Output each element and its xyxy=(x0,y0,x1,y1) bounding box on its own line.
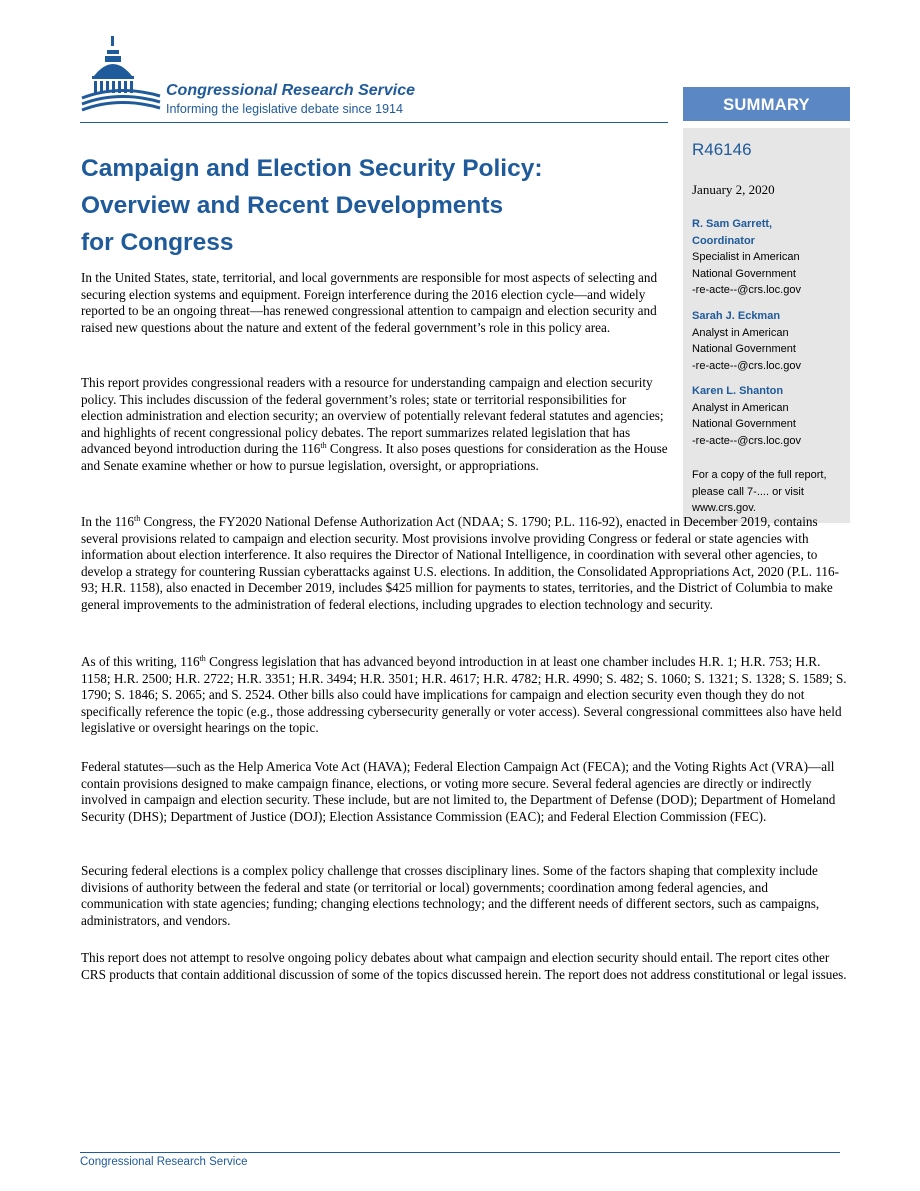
paragraph-federal-statutes: Federal statutes—such as the Help America Vote Act (HAVA); Federal Election Campaign Act (FECA); and the Voting Rights Act (VRA)—all contain provisions designed to make campaign finance, elections, or voting more secure. Several federal agencies are directly or indirectly involved in campaign and election security. These include, but are not limited to, the Department of Defense (DOD); Department of Homeland Security (DHS); Department of Justice (DOJ); Election Assistance Commission (EAC); and Federal Election Commission (FEC). xyxy=(81,759,836,824)
paragraph-legislation xyxy=(81,654,851,737)
footer-label: Congressional Research Service xyxy=(80,1156,248,1168)
author-email: -re-acte--@crs.loc.gov xyxy=(692,359,801,372)
report-number: R46146 xyxy=(692,140,752,159)
author-name: R. Sam Garrett, xyxy=(692,218,773,230)
ordinal-suffix: th xyxy=(199,654,206,663)
ordinal-suffix: th xyxy=(133,514,141,523)
crs-logo xyxy=(80,32,480,124)
title-line: Campaign and Election Security Policy: xyxy=(81,155,543,182)
title-line: for Congress xyxy=(81,229,234,256)
ordinal-suffix: th xyxy=(320,441,327,450)
text-span: Congress, the FY2020 National Defense Authorization Act (NDAA; S. 1790; P.L. 116-92), enacted in December 2019, contains several provisions related to campaign and election security. Most provisions involve providing Congress or federal or state agencies with information about election interference. It also requires the Director of National Intelligence, in coordination with several other agencies, to develop a strategy for countering Russian cyberattacks against U.S. elections. In addition, the Consolidated Appropriations Act, 2020 (P.L. 116-93; H.R. 1158), also enacted in December 2019, includes $425 million for payments to states, territories, and the District of Columbia to make general improvements to the administration of federal elections, including upgrades to election technology and security. xyxy=(81,514,840,612)
author-title: National Government xyxy=(692,343,796,355)
copy-note: For a copy of the full report, please call 7-.... or visit www.crs.gov. xyxy=(692,469,827,514)
author-block xyxy=(692,383,801,449)
author-block xyxy=(692,216,801,299)
author-block xyxy=(692,308,801,374)
text-span: Congress. It also poses questions for consideration as the House and Senate examine whether or how to pursue legislation, oversight, or appropriations. xyxy=(81,441,668,473)
capitol-dome-icon xyxy=(80,32,162,122)
text-span: In the 116 xyxy=(81,514,134,529)
paragraph-complexity: Securing federal elections is a complex policy challenge that crosses disciplinary lines. Some of the factors shaping that complexity include divisions of authority between the federal and state (or territorial or local) governments; coordination among federal agencies, and communication with state agencies; funding; changing elections technology; and the different needs of different sectors, such as campaigns, administrators, and vendors. xyxy=(81,863,820,928)
author-email: -re-acte--@crs.loc.gov xyxy=(692,434,801,447)
header-divider xyxy=(80,122,668,123)
summary-tab: SUMMARY xyxy=(683,87,850,121)
org-name: Congressional Research Service xyxy=(166,82,416,99)
author-role: Coordinator xyxy=(692,234,755,247)
author-title: Analyst in American xyxy=(692,401,789,414)
author-title: Analyst in American xyxy=(692,326,789,339)
report-title xyxy=(81,150,641,261)
footer-divider xyxy=(80,1152,840,1153)
text-span: As of this writing, 116 xyxy=(81,654,200,669)
text-span: This report provides congressional readers with a resource for understanding campaign and election security policy. This includes discussion of the federal government’s roles; state or territorial responsibilities for election administration and election security; an overview of potentially relevant federal statutes and agencies; and highlights of recent congressional policy debates. The report summarizes related legislation that has advanced beyond introduction during the 116 xyxy=(81,375,664,456)
author-title: Specialist in American xyxy=(692,251,800,263)
paragraph-report-scope xyxy=(81,375,668,474)
paragraph-scope-limits: This report does not attempt to resolve ongoing policy debates about what campaign and election security should entail. The report cites other CRS products that contain additional discussion of some of the topics discussed herein. The report does not address constitutional or legal issues. xyxy=(81,950,847,982)
paragraph-116th-congress xyxy=(81,514,851,613)
org-tagline: Informing the legislative debate since 1914 xyxy=(166,102,403,116)
report-date: January 2, 2020 xyxy=(692,182,775,197)
author-email: -re-acte--@crs.loc.gov xyxy=(692,284,801,296)
author-title: National Government xyxy=(692,267,796,280)
title-line: Overview and Recent Developments xyxy=(81,192,504,219)
author-title: National Government xyxy=(692,418,796,430)
author-name: Karen L. Shanton xyxy=(692,385,784,397)
summary-sidebar xyxy=(683,128,850,523)
paragraph-intro: In the United States, state, territorial, and local governments are responsible for most aspects of selecting and securing election systems and equipment. Foreign interference during the 2016 election cycle—and widely reported to be an ongoing threat—has renewed congressional attention to campaign and election security and raised new questions about the nature and extent of the federal government’s role in this policy area. xyxy=(81,270,658,335)
text-span: Congress legislation that has advanced beyond introduction in at least one chamber includes H.R. 1; H.R. 753; H.R. 1158; H.R. 2500; H.R. 2722; H.R. 3351; H.R. 3494; H.R. 3501; H.R. 4617; H.R. 4782; H.R. 4990; S. 482; S. 1060; S. 1321; S. 1328; S. 1589; S. 1790; S. 1846; S. 2065; and S. 2524. Other bills also could have implications for campaign and election security even though they do not specifically reference the topic (e.g., those addressing cybersecurity generally or voter access). Several congressional committees also have held legislative or oversight hearings on the topic. xyxy=(81,654,847,735)
author-name: Sarah J. Eckman xyxy=(692,310,781,322)
